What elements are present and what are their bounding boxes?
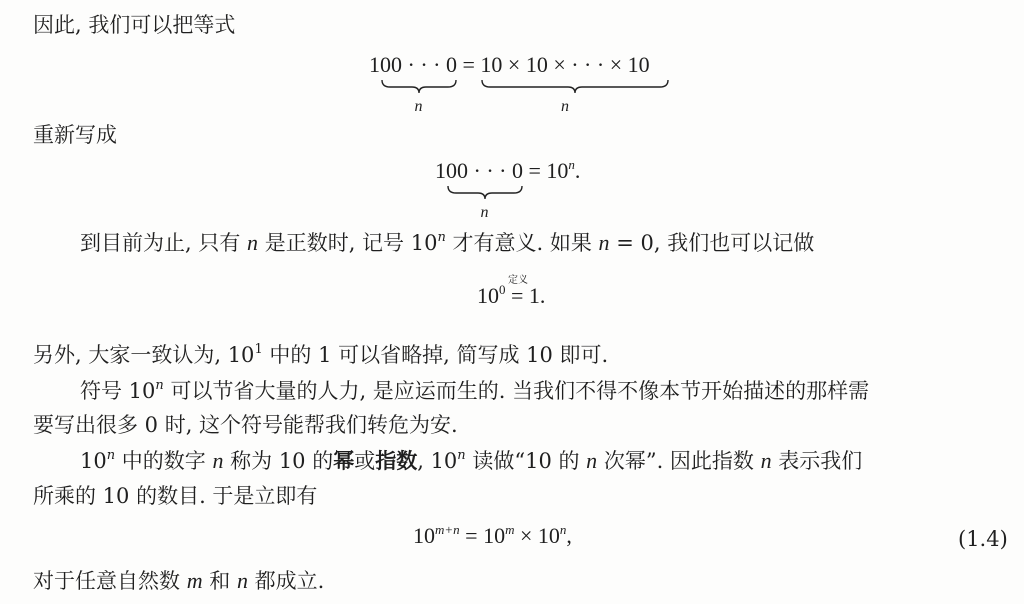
equation-number: (1.4) xyxy=(958,527,1008,551)
eq2-rhs: = 10 xyxy=(528,158,569,183)
eq2-lhs-underbrace xyxy=(446,158,523,221)
eq1-rhs-underbrace xyxy=(480,52,650,115)
eq4-lhs-exponent: m+n xyxy=(435,522,460,537)
paragraph-line-9 xyxy=(33,566,324,596)
eq2-lhs-count: n xyxy=(480,204,489,221)
math-exponent: n xyxy=(155,378,164,393)
text-segment: 符号 10 xyxy=(80,379,156,403)
text-segment: 10 xyxy=(80,449,107,473)
eq2-leading-one: 1 xyxy=(435,158,446,183)
text-segment: 到目前为止, 只有 xyxy=(80,231,248,255)
underbrace-glyph xyxy=(480,80,670,94)
eq2-period: . xyxy=(574,158,581,183)
text-segment: 读做“10 的 xyxy=(465,449,587,473)
eq2-exponent: n xyxy=(568,157,575,172)
eq3-rhs: 1. xyxy=(528,283,546,308)
eq1-equals: = xyxy=(462,52,475,77)
eq1-leading-one: 1 xyxy=(369,52,380,77)
eq3-definition-sign xyxy=(508,275,528,309)
text-segment: = 0, 我们也可以记做 xyxy=(609,231,815,255)
eq4-lhs-base: 10 xyxy=(413,523,435,548)
paragraph-line-8: 所乘的 10 的数目. 于是立即有 xyxy=(33,484,318,508)
equation-1-4 xyxy=(413,523,572,549)
term-power: 幂 xyxy=(333,448,355,473)
text-segment: , 10 xyxy=(417,449,458,473)
eq1-lhs-count: n xyxy=(414,98,423,115)
text-segment: 中的 1 可以省略掉, 简写成 10 即可. xyxy=(262,343,609,367)
equals-sign: = xyxy=(511,283,524,308)
term-exponent: 指数 xyxy=(375,448,418,473)
text-segment: 和 xyxy=(202,569,237,593)
equation-1 xyxy=(369,52,650,115)
paragraph-line-1: 因此, 我们可以把等式 xyxy=(33,13,236,37)
math-exponent: n xyxy=(437,230,446,245)
equation-3 xyxy=(477,275,546,309)
paragraph-line-4 xyxy=(33,340,608,370)
underbrace-glyph xyxy=(446,186,524,200)
definition-label: 定义 xyxy=(508,275,528,286)
text-segment: 另外, 大家一致认为, 10 xyxy=(33,343,255,367)
text-segment: 对于任意自然数 xyxy=(33,569,187,593)
text-segment: 或 xyxy=(354,449,376,473)
eq1-rhs-count: n xyxy=(561,98,569,115)
paragraph-line-6: 要写出很多 0 时, 这个符号能帮我们转危为安. xyxy=(33,413,458,437)
math-exponent: n xyxy=(106,448,116,463)
math-exponent: 1 xyxy=(254,342,263,357)
text-segment: 中的数字 xyxy=(115,449,213,473)
eq3-exponent: 0 xyxy=(499,282,506,297)
paragraph-line-7 xyxy=(80,446,862,476)
eq1-lhs-zeros: 00 · · · 0 xyxy=(380,52,457,77)
paragraph-line-5 xyxy=(80,376,869,406)
eq4-comma: , xyxy=(566,523,572,548)
math-exponent: n xyxy=(457,448,466,463)
text-segment: 才有意义. 如果 xyxy=(445,231,599,255)
text-segment: 可以节省大量的人力, 是应运而生的. 当我们不得不像本节开始描述的那样需 xyxy=(163,379,870,403)
math-n: n xyxy=(586,448,598,473)
math-n: n xyxy=(598,230,610,255)
eq2-lhs-zeros: 00 · · · 0 xyxy=(446,158,523,183)
text-segment: 称为 10 的 xyxy=(223,449,334,473)
text-segment: 表示我们 xyxy=(771,449,863,473)
equation-2 xyxy=(435,157,581,221)
math-n: n xyxy=(212,448,224,473)
eq3-base: 10 xyxy=(477,283,499,308)
text-segment: 是正数时, 记号 10 xyxy=(258,231,438,255)
math-n: n xyxy=(236,568,248,593)
math-n: n xyxy=(247,230,259,255)
math-m: m xyxy=(186,568,203,593)
text-segment: 次幂”. 因此指数 xyxy=(597,449,761,473)
math-n: n xyxy=(760,448,772,473)
paragraph-line-3 xyxy=(80,228,814,258)
eq4-middle-exponent: m xyxy=(505,522,515,537)
paragraph-line-2: 重新写成 xyxy=(33,123,117,147)
eq1-lhs-underbrace xyxy=(380,52,457,115)
eq4-middle: = 10 xyxy=(459,523,506,548)
eq4-right-exponent: n xyxy=(559,522,567,537)
text-segment: 都成立. xyxy=(247,569,325,593)
eq1-rhs-product: 10 × 10 × · · · × 10 xyxy=(480,52,650,77)
underbrace-glyph xyxy=(380,80,458,94)
eq4-times: × 10 xyxy=(514,523,560,548)
